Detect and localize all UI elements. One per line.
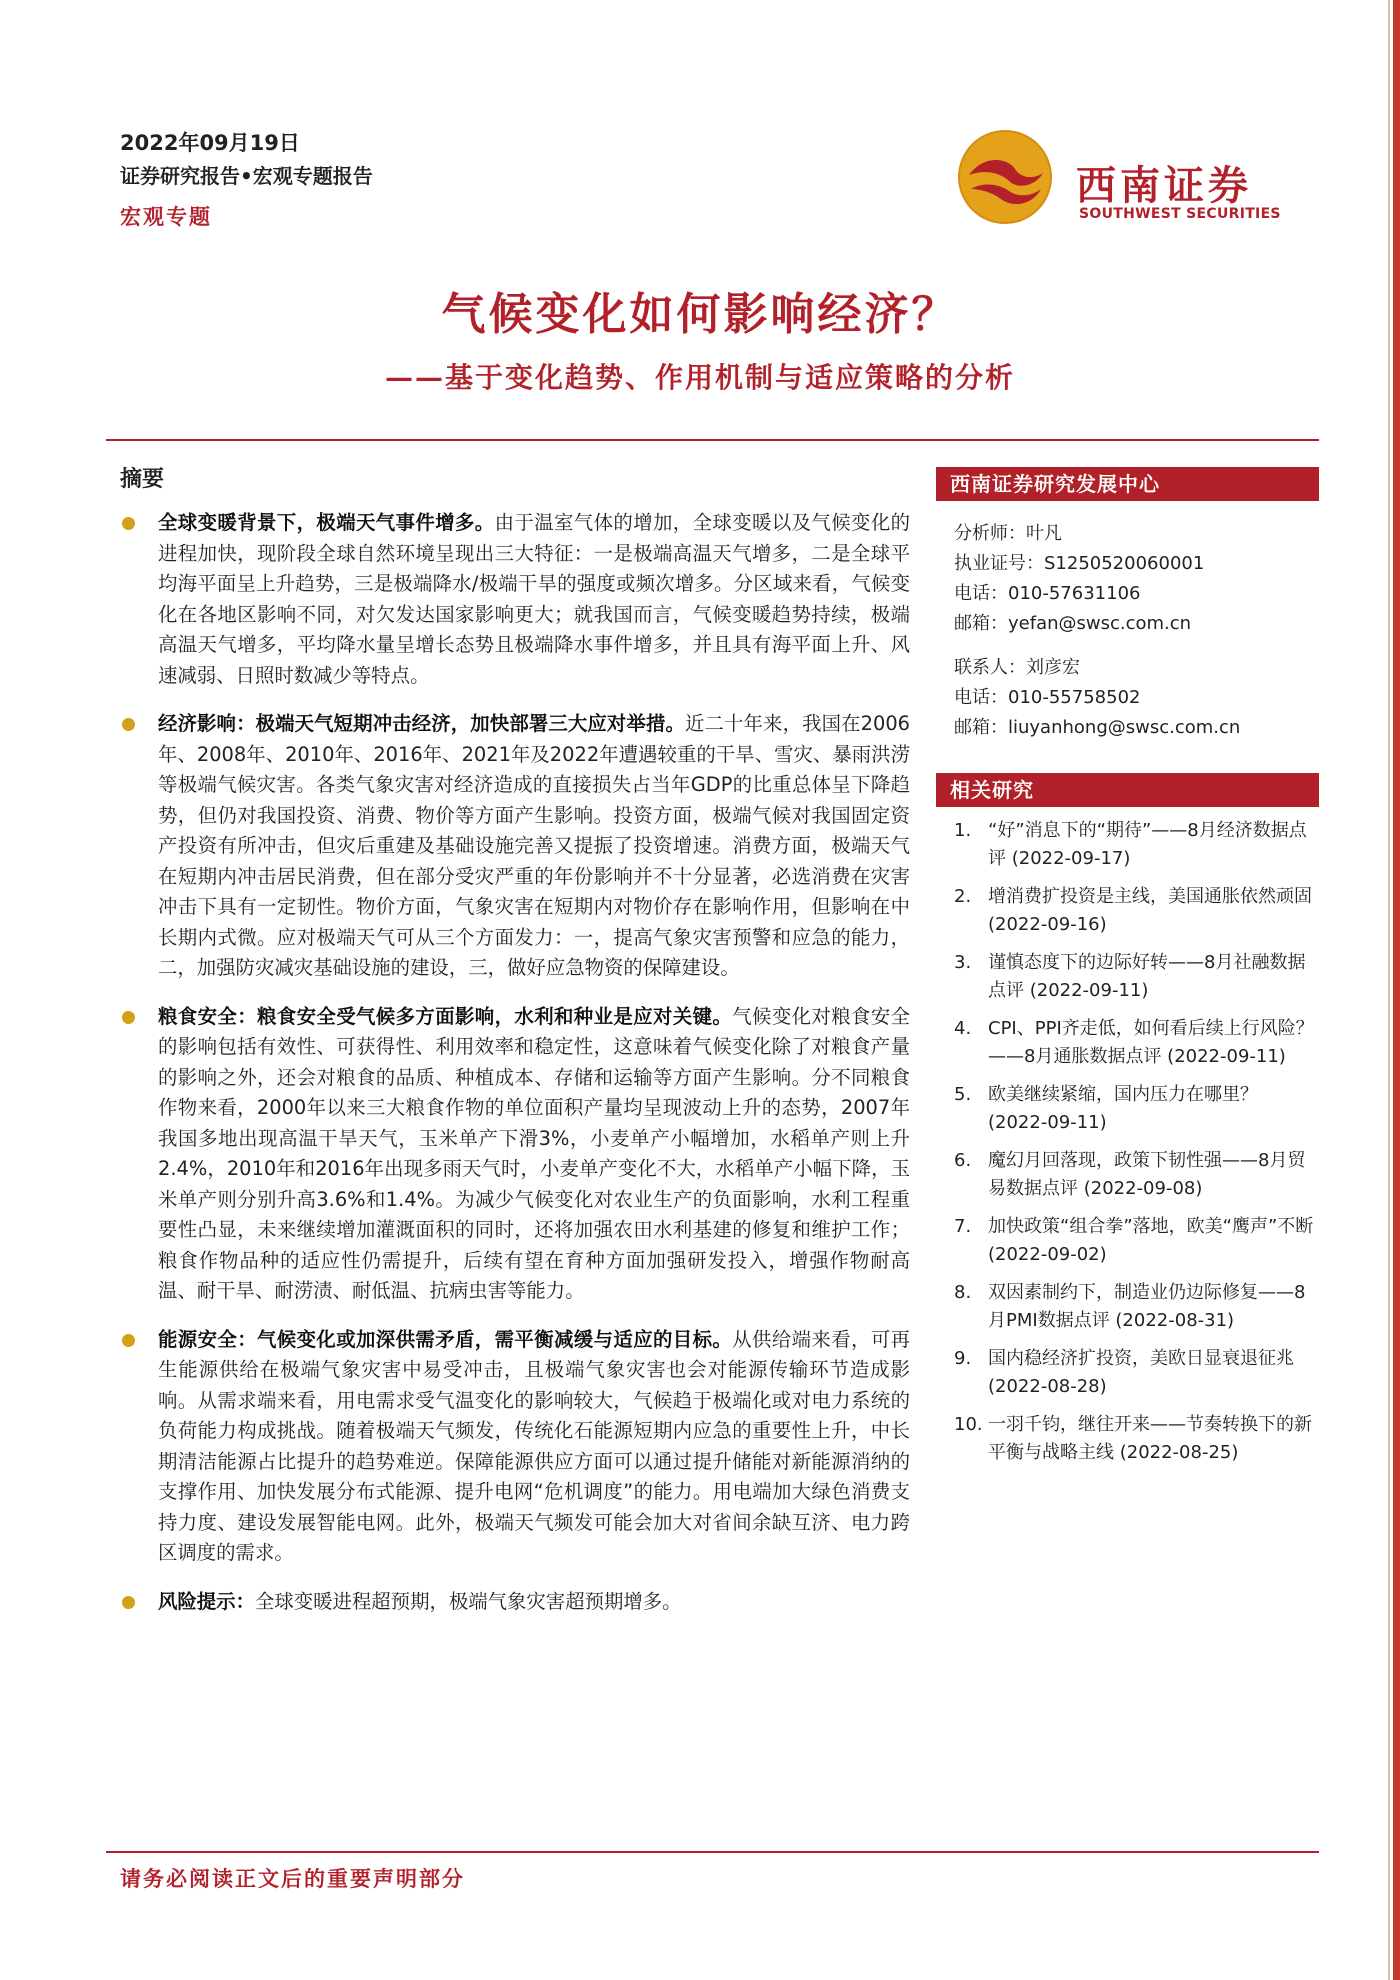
paragraph-text: 从供给端来看，可再生能源供给在极端气象灾害中易受冲击，且极端气象灾害也会对能源传输环节造成影响。从需求端来看，用电需求受气温变化的影响较大，气候趋于极端化或对电力系统的负荷能力构成挑战。随着极端天气频发，传统化石能源短期内应急的重要性上升，中长期清洁能源占比提升的趋势难逆。保障能源供应方面可以通过提升储能对新能源消纳的支撑作用、加快发展分布式能源、提升电网“危机调度”的能力。用电端加大绿色消费支持力度、建设发展智能电网。此外，极端天气频发可能会加大对省间余缺互济、电力跨区调度的需求。 <box>158 1327 911 1564</box>
contact-name: 联系人：刘彦宏 <box>954 657 1080 678</box>
related-research-header: 相关研究 <box>936 773 1319 807</box>
bullet-icon <box>122 718 135 731</box>
related-item[interactable] <box>954 1345 1319 1401</box>
related-item[interactable] <box>954 1147 1319 1203</box>
paragraph-lead: 风险提示： <box>158 1589 255 1613</box>
brand-logo-icon <box>955 127 1055 227</box>
brand-name-en: SOUTHWEST SECURITIES <box>1079 206 1281 222</box>
related-research-list <box>954 817 1319 1477</box>
summary-body <box>120 508 910 1635</box>
report-title: 气候变化如何影响经济？ <box>441 289 959 340</box>
analyst-license: 执业证号：S1250520060001 <box>954 553 1205 574</box>
related-item-text: 谨慎态度下的边际好转——8月社融数据点评 (2022-09-11) <box>988 952 1306 1001</box>
related-item-number: 9. <box>954 1348 972 1369</box>
analyst-email[interactable]: 邮箱：yefan@swsc.com.cn <box>954 613 1192 634</box>
paragraph-lead: 全球变暖背景下，极端天气事件增多。 <box>158 511 495 534</box>
related-item[interactable] <box>954 1279 1319 1335</box>
related-item-text: “好”消息下的“期待”——8月经济数据点评 (2022-09-17) <box>988 820 1307 869</box>
related-item-text: 加快政策“组合拳”落地，欧美“鹰声”不断 (2022-09-02) <box>988 1216 1314 1265</box>
brand-name-cn: 西南证券 <box>1076 162 1252 209</box>
analyst-name: 分析师：叶凡 <box>954 523 1062 544</box>
related-item[interactable] <box>954 1411 1319 1467</box>
contact-phone: 电话：010-55758502 <box>954 687 1141 708</box>
paragraph-text: 近二十年来，我国在2006年、2008年、2010年、2016年、2021年及2022年遭遇较重的干旱、雪灾、暴雨洪涝等极端气候灾害。各类气象灾害对经济造成的直接损失占当年GDP的比重总体呈下降趋势，但仍对我国投资、消费、物价等方面产生影响。投资方面，极端气候对我国固定资产投资有所冲击，但灾后重建及基础设施完善又提振了投资增速。消费方面，极端天气在短期内冲击居民消费，但在部分受灾严重的年份影响并不十分显著，必选消费在灾害冲击下具有一定韧性。物价方面，气象灾害在短期内对物价存在影响作用，但影响在中长期内式微。应对极端天气可从三个方面发力：一，提高气象灾害预警和应急的能力，二，加强防灾减灾基础设施的建设，三，做好应急物资的保障建设。 <box>158 712 910 979</box>
paragraph-text: 由于温室气体的增加，全球变暖以及气候变化的进程加快，现阶段全球自然环境呈现出三大特征：一是极端高温天气增多，二是全球平均海平面呈上升趋势，三是极端降水/极端干旱的强度或频次增多。分区域来看，气候变化在各地区影响不同，对欠发达国家影响更大；就我国而言，气候变暖趋势持续，极端高温天气增多，平均降水量呈增长态势且极端降水事件增多，并且具有海平面上升、风速减弱、日照时数减少等特点。 <box>158 511 911 687</box>
related-item[interactable] <box>954 949 1319 1005</box>
contact-block <box>954 519 1319 743</box>
research-center-header: 西南证券研究发展中心 <box>936 467 1319 501</box>
related-item-number: 1. <box>954 820 972 841</box>
related-item-number: 2. <box>954 886 972 907</box>
paragraph-text: 全球变暖进程超预期，极端气象灾害超预期增多。 <box>254 1589 682 1613</box>
related-item[interactable] <box>954 1213 1319 1269</box>
bullet-icon <box>122 1011 135 1024</box>
report-date: 2022年09月19日 <box>120 131 300 155</box>
related-item-text: 双因素制约下，制造业仍边际修复——8月PMI数据点评 (2022-08-31) <box>988 1282 1306 1331</box>
report-category: 宏观专题 <box>120 205 212 229</box>
related-item-number: 4. <box>954 1018 972 1039</box>
paragraph-text: 气候变化对粮食安全的影响包括有效性、可获得性、利用效率和稳定性，这意味着气候变化除了对粮食产量的影响之外，还会对粮食的品质、种植成本、存储和运输等方面产生影响。分不同粮食作物来看，2000年以来三大粮食作物的单位面积产量均呈现波动上升的态势，2007年我国多地出现高温干旱天气，玉米单产下滑3%，小麦单产小幅增加，水稻单产则上升2.4%，2010年和2016年出现多雨天气时，小麦单产变化不大，水稻单产小幅下降，玉米单产则分别升高3.6%和1.4%。为减少气候变化对农业生产的负面影响，水利工程重要性凸显，未来继续增加灌溉面积的同时，还将加强农田水利基建的修复和维护工作；粮食作物品种的适应性仍需提升，后续有望在育种方面加强研发投入，增强作物耐高温、耐干旱、耐涝渍、耐低温、抗病虫害等能力。 <box>158 1004 911 1302</box>
related-item-text: 增消费扩投资是主线，美国通胀依然顽固 (2022-09-16) <box>988 886 1312 935</box>
paragraph-lead: 经济影响：极端天气短期冲击经济，加快部署三大应对举措。 <box>158 712 685 735</box>
divider-top <box>106 439 1319 441</box>
contact-email[interactable]: 邮箱：liuyanhong@swsc.com.cn <box>954 717 1241 738</box>
paragraph-lead: 粮食安全：粮食安全受气候多方面影响，水利和种业是应对关键。 <box>158 1004 733 1028</box>
related-item[interactable] <box>954 883 1319 939</box>
related-item-number: 7. <box>954 1216 972 1237</box>
summary-paragraph <box>120 709 910 984</box>
related-item-number: 8. <box>954 1282 972 1303</box>
related-item-text: 欧美继续紧缩，国内压力在哪里？ (2022-09-11) <box>988 1084 1258 1133</box>
related-item-text: CPI、PPI齐走低，如何看后续上行风险？——8月通胀数据点评 (2022-09-11) <box>988 1018 1314 1067</box>
related-item-number: 6. <box>954 1150 972 1171</box>
bullet-icon <box>122 517 135 530</box>
bullet-icon <box>122 1596 135 1609</box>
bullet-icon <box>122 1334 135 1347</box>
related-item-text: 魔幻月回落现，政策下韧性强——8月贸易数据点评 (2022-09-08) <box>988 1150 1306 1199</box>
divider-bottom <box>106 1851 1319 1853</box>
report-type: 证券研究报告•宏观专题报告 <box>120 164 373 188</box>
related-item-number: 10. <box>954 1414 983 1435</box>
summary-paragraph <box>120 508 910 691</box>
analyst-phone: 电话：010-57631106 <box>954 583 1141 604</box>
related-item-number: 5. <box>954 1084 972 1105</box>
related-item[interactable] <box>954 1081 1319 1137</box>
summary-paragraph <box>120 1325 910 1569</box>
disclaimer-footer: 请务必阅读正文后的重要声明部分 <box>120 1866 465 1891</box>
related-item[interactable] <box>954 1015 1319 1071</box>
related-item[interactable] <box>954 817 1319 873</box>
summary-heading: 摘要 <box>120 467 165 492</box>
related-item-text: 国内稳经济扩投资，美欧日显衰退征兆 (2022-08-28) <box>988 1348 1294 1397</box>
paragraph-lead: 能源安全：气候变化或加深供需矛盾，需平衡减缓与适应的目标。 <box>158 1327 733 1351</box>
related-item-number: 3. <box>954 952 972 973</box>
related-item-text: 一羽千钧，继往开来——节奏转换下的新平衡与战略主线 (2022-08-25) <box>988 1414 1312 1463</box>
summary-paragraph <box>120 1587 910 1618</box>
summary-paragraph <box>120 1002 910 1307</box>
report-subtitle: ——基于变化趋势、作用机制与适应策略的分析 <box>384 361 1015 394</box>
